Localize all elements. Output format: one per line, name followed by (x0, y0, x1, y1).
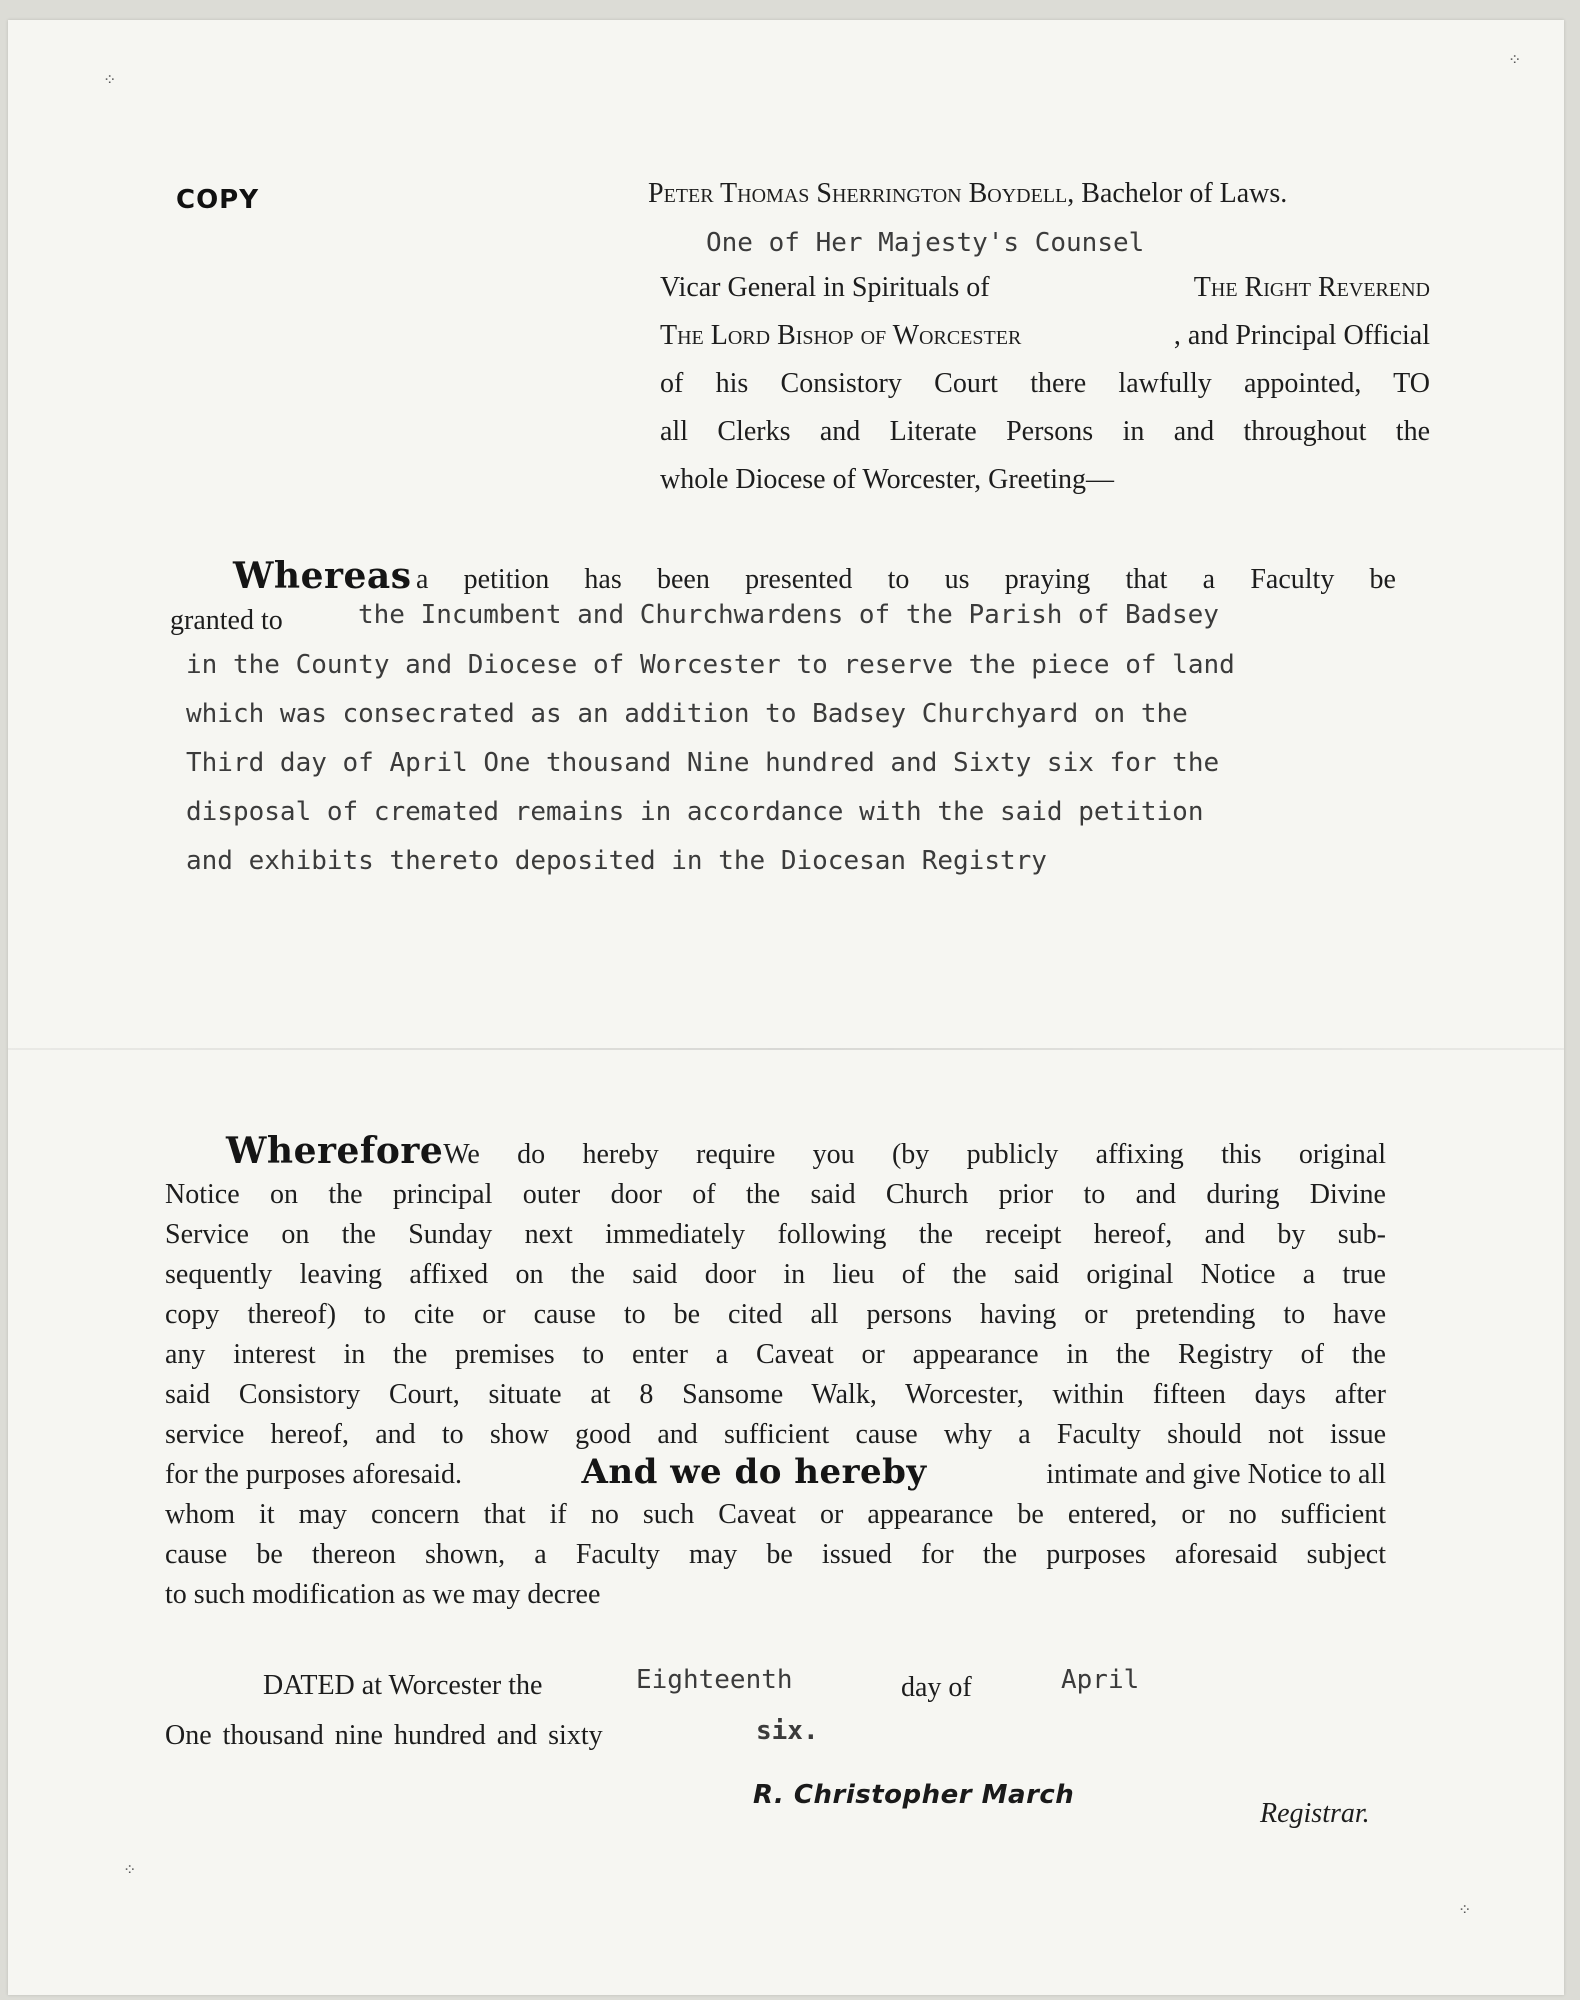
wherefore-body-line: said Consistory Court, situate at 8 Sansome Walk, Worcester, within fifteen days after (165, 1379, 1386, 1410)
wherefore-body-line: cause be thereon shown, a Faculty may be issued for the purposes aforesaid subject (165, 1539, 1386, 1570)
header-line-2 (660, 320, 1430, 352)
pin-hole-mark: ⁘ (1458, 1902, 1472, 1919)
wherefore-line (226, 1130, 1386, 1172)
wherefore-body-line: whom it may concern that if no such Caveat or appearance be entered, or no sufficient (165, 1499, 1386, 1530)
header-text: , and Principal Official (1173, 320, 1430, 351)
registrar-signature: R. Christopher March (753, 1780, 1075, 1810)
dated-day-value: Eighteenth (636, 1665, 793, 1695)
header-line-5: whole Diocese of Worcester, Greeting— (660, 464, 1115, 495)
header-text: Vicar General in Spirituals of (660, 272, 990, 303)
dated-month-value: April (1061, 1665, 1140, 1695)
pin-hole-mark: ⁘ (1508, 52, 1522, 69)
document-page (8, 20, 1564, 1995)
wherefore-body-text: intimate and give Notice to all (1046, 1459, 1386, 1490)
header-line-3: of his Consistory Court there lawfully appointed, TO (660, 368, 1430, 399)
petition-typed-line: Third day of April One thousand Nine hundred and Sixty six for the (186, 748, 1220, 778)
pin-hole-mark: ⁘ (103, 72, 117, 89)
and-we-do-hereby-heading: And we do hereby (581, 1452, 927, 1492)
wherefore-body-line: Notice on the principal outer door of the said Church prior to and during Divine (165, 1179, 1386, 1210)
wherefore-body-line: Service on the Sunday next immediately following the receipt hereof, and by sub- (165, 1219, 1386, 1250)
whereas-lead-word: Whereas (233, 555, 412, 597)
pin-hole-mark: ⁘ (123, 1862, 137, 1879)
year-prefix-label: One thousand nine hundred and sixty (165, 1720, 603, 1751)
wherefore-body-text: for the purposes aforesaid. (165, 1459, 463, 1490)
wherefore-body-line: sequently leaving affixed on the said door in lieu of the said original Notice a true (165, 1259, 1386, 1290)
wherefore-body-line: service hereof, and to show good and sufficient cause why a Faculty should not issue (165, 1419, 1386, 1450)
bishop-see: The Lord Bishop of Worcester (660, 320, 1022, 351)
wherefore-first-line: We do hereby require you (by publicly affixing this original (443, 1139, 1386, 1170)
wherefore-body-line: copy thereof) to cite or cause to be cited all persons having or pretending to have (165, 1299, 1386, 1330)
whereas-line (233, 555, 1396, 597)
copy-stamp: COPY (176, 185, 260, 215)
petition-typed-line: which was consecrated as an addition to Badsey Churchyard on the (186, 699, 1188, 729)
header-line-1 (660, 272, 1430, 304)
vicar-general-name: Peter Thomas Sherrington Boydell (648, 178, 1068, 209)
degree-text: , Bachelor of Laws. (1067, 178, 1288, 209)
wherefore-final-line: to such modification as we may decree (165, 1579, 601, 1610)
whereas-intro: a petition has been presented to us praying that a Faculty be (416, 564, 1396, 595)
dated-year-value: six. (756, 1716, 819, 1746)
petition-typed-line: disposal of cremated remains in accordance with the said petition (186, 797, 1204, 827)
vicar-general-name-line (648, 178, 1287, 210)
dated-at-label: DATED at Worcester the (263, 1670, 543, 1701)
counsel-line: One of Her Majesty's Counsel (706, 228, 1145, 258)
paper-fold-line (8, 1048, 1564, 1050)
petition-typed-line: the Incumbent and Churchwardens of the Parish of Badsey (358, 600, 1219, 630)
petition-typed-line: in the County and Diocese of Worcester to reserve the piece of land (186, 650, 1235, 680)
and-we-do-hereby-line (165, 1452, 1386, 1492)
day-of-label: day of (901, 1672, 972, 1703)
petition-typed-line: and exhibits thereto deposited in the Diocesan Registry (186, 846, 1047, 876)
wherefore-lead-word: Wherefore (226, 1130, 444, 1172)
wherefore-body-line: any interest in the premises to enter a Caveat or appearance in the Registry of the (165, 1339, 1386, 1370)
registrar-title: Registrar. (1260, 1798, 1370, 1829)
header-line-4: all Clerks and Literate Persons in and throughout the (660, 416, 1430, 447)
bishop-title: The Right Reverend (1193, 272, 1430, 303)
granted-to-label: granted to (170, 605, 283, 636)
